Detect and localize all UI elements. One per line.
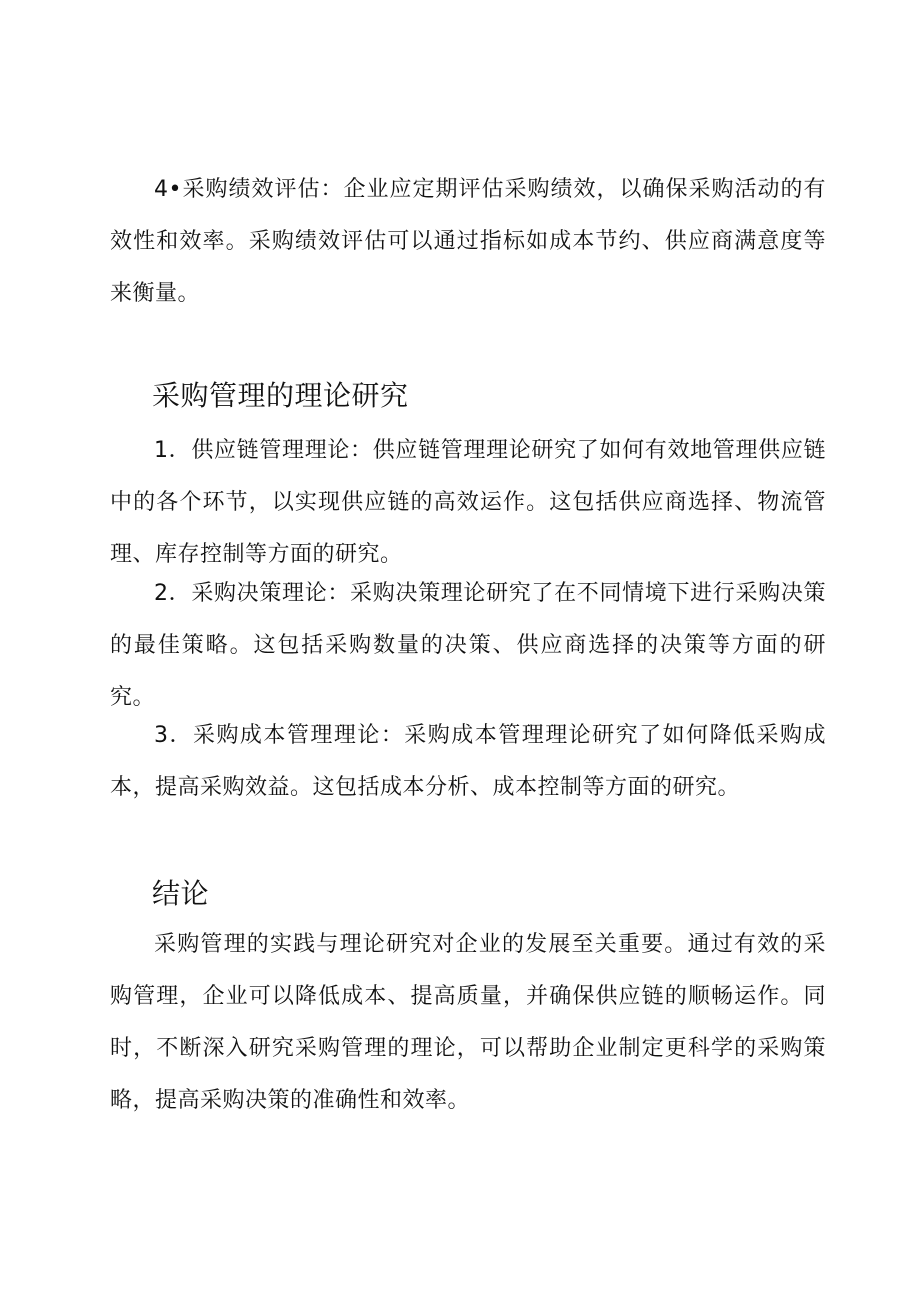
theory-section-heading: 采购管理的理论研究 xyxy=(152,379,409,412)
conclusion-paragraph: 采购管理的实践与理论研究对企业的发展至关重要。通过有效的采购管理，企业可以降低成本、提高质量，并确保供应链的顺畅运作。同时，不断深入研究采购管理的理论，可以帮助企业制定更科学的采购策略，提高采购决策的准确性和效率。 xyxy=(110,932,826,1113)
procurement-cost-theory-paragraph: 3．采购成本管理理论：采购成本管理理论研究了如何降低采购成本，提高采购效益。这包括成本分析、成本控制等方面的研究。 xyxy=(110,723,826,800)
procurement-decision-theory-paragraph: 2．采购决策理论：采购决策理论研究了在不同情境下进行采购决策的最佳策略。这包括采购数量的决策、供应商选择的决策等方面的研究。 xyxy=(110,581,826,710)
supply-chain-theory-paragraph: 1．供应链管理理论：供应链管理理论研究了如何有效地管理供应链中的各个环节，以实现供应链的高效运作。这包括供应商选择、物流管理、库存控制等方面的研究。 xyxy=(110,438,826,567)
conclusion-heading: 结论 xyxy=(152,877,210,910)
performance-evaluation-paragraph: 4•采购绩效评估：企业应定期评估采购绩效，以确保采购活动的有效性和效率。采购绩效评估可以通过指标如成本节约、供应商满意度等来衡量。 xyxy=(110,177,826,306)
